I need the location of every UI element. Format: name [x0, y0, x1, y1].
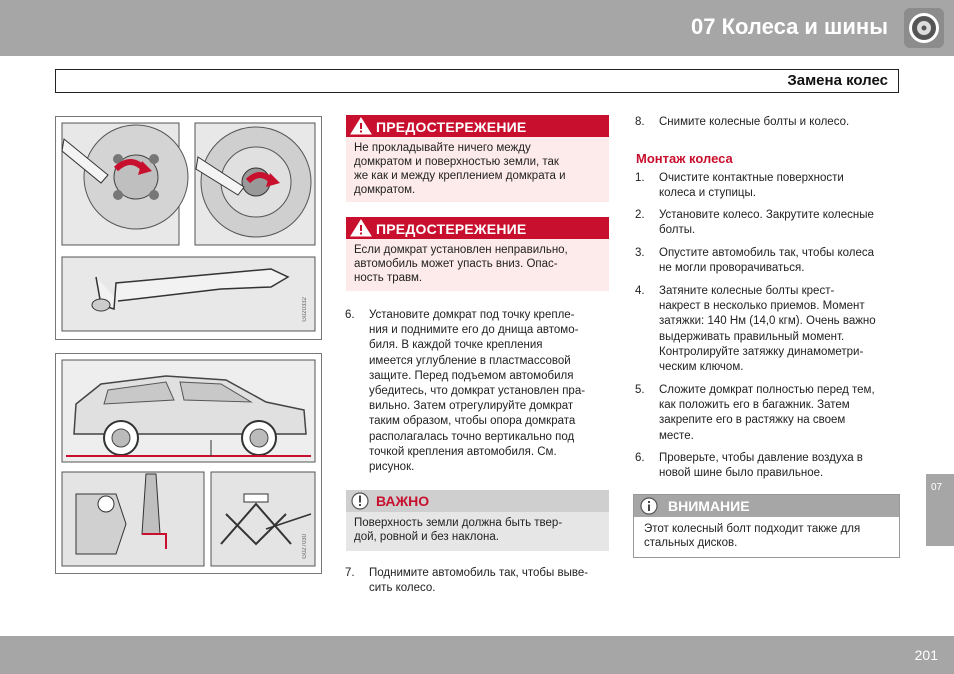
step-text	[659, 208, 874, 238]
text-line: Если домкрат установлен неправильно,	[354, 244, 568, 256]
figure-code: G027030	[302, 534, 308, 559]
important-label: ВАЖНО	[376, 493, 430, 509]
text-line: Установите домкрат под точку крепле-	[369, 309, 575, 321]
text-line: Поверхность земли должна быть твер-	[354, 517, 563, 529]
text-line: колеса и ступицы.	[659, 187, 756, 200]
step-text	[659, 171, 844, 201]
step-text	[369, 308, 585, 475]
figure-jack-placement	[55, 353, 322, 574]
step-8	[635, 115, 900, 131]
text-line: ческим ключом.	[659, 361, 744, 374]
text-line: имеется углубление в пластмассовой	[369, 354, 571, 367]
step-number: 1.	[635, 172, 645, 184]
step-number: 6.	[345, 309, 355, 321]
step-number: 5.	[635, 384, 645, 396]
text-line: Контролируйте затяжку динамометри-	[659, 345, 864, 358]
header-bar	[0, 0, 954, 56]
chapter-title: 07 Колеса и шины	[691, 14, 888, 39]
step-7	[345, 566, 610, 598]
info-text	[634, 517, 899, 555]
wheel-icon	[904, 8, 944, 48]
warning-label: ПРЕДОСТЕРЕЖЕНИЕ	[376, 119, 527, 135]
wheel-removal-illustration	[56, 117, 321, 339]
info-box	[633, 494, 900, 558]
mount-step-6	[635, 451, 900, 483]
warning-header	[346, 115, 609, 137]
page-number: 201	[914, 647, 938, 663]
text-line: болты.	[659, 224, 696, 237]
text-line: сить колесо.	[369, 582, 436, 595]
footer-bar	[0, 636, 954, 674]
car-jack-illustration	[56, 354, 321, 573]
warning-triangle-icon	[350, 219, 372, 237]
step-number: 8.	[635, 116, 645, 128]
mount-step-5	[635, 383, 900, 445]
section-bar	[55, 69, 899, 93]
text-line: как положить его в багажник. Затем	[659, 399, 850, 412]
text-line: затяжки: 140 Нм (14,0 кгм). Очень важно	[659, 315, 876, 328]
step-number: 2.	[635, 209, 645, 221]
step-number: 4.	[635, 285, 645, 297]
text-line: дой, ровной и без наклона.	[354, 531, 499, 543]
text-line: автомобиль может упасть вниз. Опас-	[354, 258, 558, 270]
mounting-heading: Монтаж колеса	[636, 151, 733, 166]
text-line: Опустите автомобиль так, чтобы колеса	[659, 247, 875, 259]
warning-header	[346, 217, 609, 239]
info-icon	[640, 497, 658, 515]
step-text	[659, 383, 875, 444]
step-text	[369, 566, 588, 596]
step-text	[659, 115, 849, 130]
step-number: 6.	[635, 452, 645, 464]
step-text	[659, 451, 863, 481]
exclamation-icon	[351, 492, 369, 510]
mount-step-3	[635, 246, 900, 278]
section-title: Замена колес	[787, 72, 888, 89]
step-number: 7.	[345, 567, 355, 579]
text-line: ность травм.	[354, 272, 423, 284]
important-header	[346, 490, 609, 512]
step-6	[345, 308, 610, 478]
important-text	[346, 512, 609, 550]
important-box	[346, 490, 609, 551]
text-line: же как и между креплением домкрата и	[354, 170, 566, 182]
text-line: защите. Перед подъемом автомобиля	[369, 369, 574, 382]
warning-box	[346, 115, 609, 202]
step-text	[659, 284, 876, 375]
mount-step-2	[635, 208, 900, 240]
warning-box	[346, 217, 609, 291]
side-tab-label: 07	[931, 482, 943, 493]
text-line: Поднимите автомобиль так, чтобы выве-	[369, 567, 589, 579]
text-line: Затяните колесные болты крест-	[659, 285, 835, 297]
text-line: Не прокладывайте ничего между	[354, 142, 531, 154]
text-line: рисунок.	[369, 461, 415, 474]
mount-step-4	[635, 284, 900, 376]
text-line: убедитесь, что домкрат установлен пра-	[369, 385, 586, 398]
text-line: вильно. Затем отрегулируйте домкрат	[369, 400, 574, 413]
text-line: располагалась точно вертикально под	[369, 430, 575, 443]
text-line: точкой крепления автомобиля. См.	[369, 445, 557, 458]
text-line: таким образом, чтобы опора домкрата	[369, 415, 576, 428]
text-line: биля. В каждой точке крепления	[369, 339, 543, 352]
warning-triangle-icon	[350, 117, 372, 135]
figure-code: G020332	[302, 297, 308, 322]
chapter-side-tab	[926, 474, 954, 546]
text-line: Этот колесный болт подходит также для	[644, 523, 861, 535]
step-number: 3.	[635, 247, 645, 259]
warning-text	[346, 137, 609, 203]
text-line: стальных дисков.	[644, 537, 738, 549]
text-line: домкратом.	[354, 184, 416, 196]
mount-step-1	[635, 171, 900, 203]
text-line: Очистите контактные поверхности	[659, 172, 844, 184]
text-line: накрест в несколько приемов. Момент	[659, 300, 865, 313]
text-line: не могли проворачиваться.	[659, 262, 805, 275]
info-label: ВНИМАНИЕ	[668, 498, 750, 514]
text-line: ния и поднимите его до днища автомо-	[369, 324, 579, 337]
text-line: Проверьте, чтобы давление воздуха в	[659, 452, 863, 464]
warning-text	[346, 239, 609, 291]
text-line: новой шине было правильное.	[659, 467, 824, 480]
info-header	[634, 495, 899, 517]
text-line: месте.	[659, 429, 694, 442]
figure-wheel-removal	[55, 116, 322, 340]
text-line: выдерживать правильный момент.	[659, 330, 845, 343]
text-line: закрепите его в растяжку на своем	[659, 414, 846, 427]
text-line: Снимите колесные болты и колесо.	[659, 116, 850, 128]
text-line: домкратом и поверхностью земли, так	[354, 156, 559, 168]
step-text	[659, 246, 874, 276]
warning-label: ПРЕДОСТЕРЕЖЕНИЕ	[376, 221, 527, 237]
text-line: Установите колесо. Закрутите колесные	[659, 209, 874, 221]
text-line: Сложите домкрат полностью перед тем,	[659, 384, 875, 396]
